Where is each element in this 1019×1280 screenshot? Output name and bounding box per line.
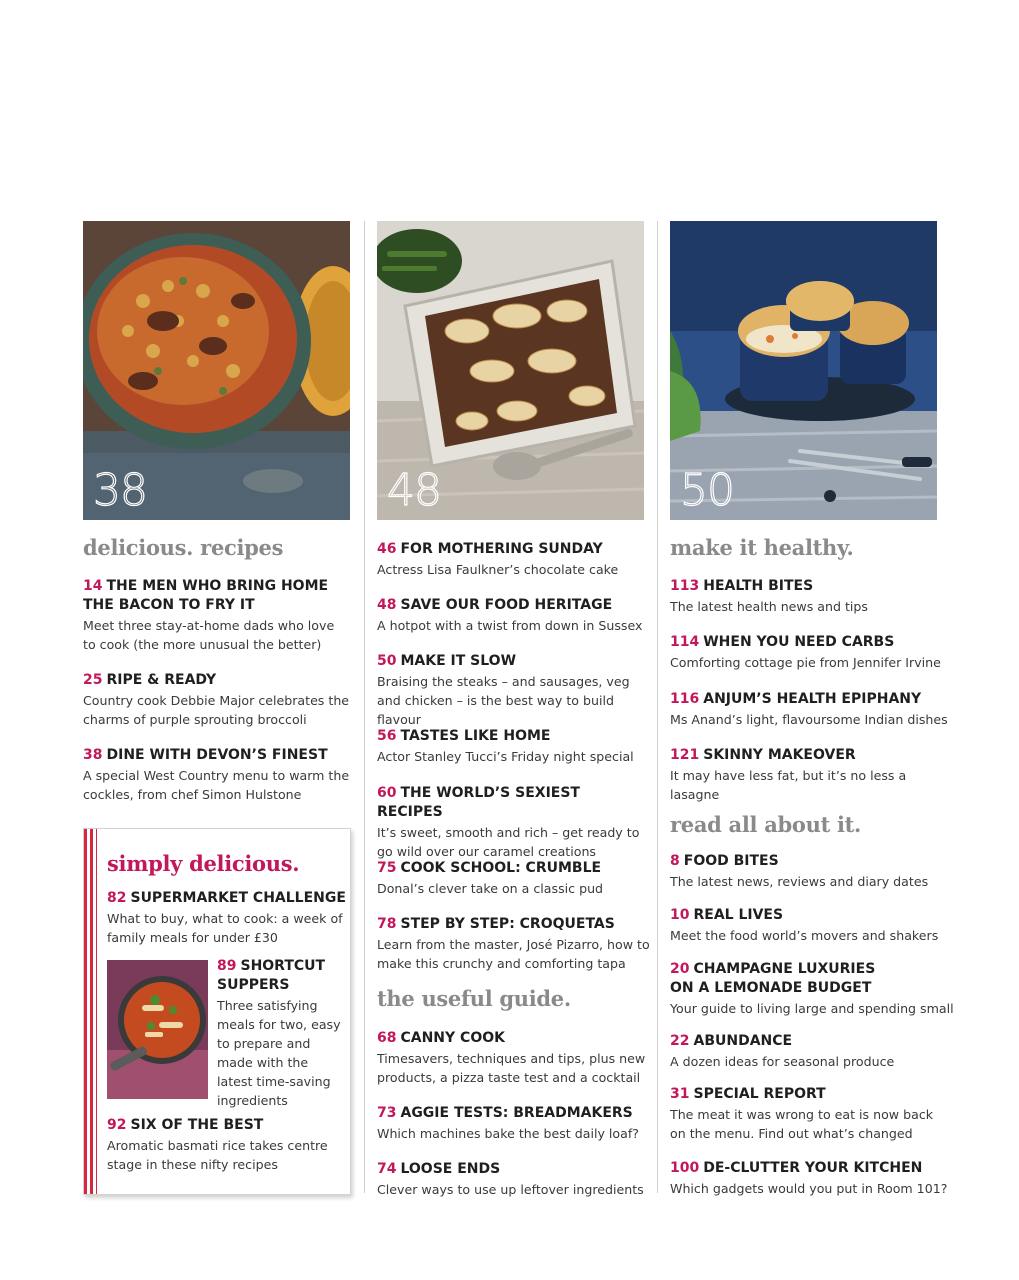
toc-entry[interactable] [377, 540, 652, 579]
toc-entry[interactable] [377, 727, 652, 766]
page-number: 60 [377, 785, 397, 801]
page-number: 114 [670, 634, 700, 650]
entry-description: It may have less fat, but it’s no less a lasagne [670, 768, 907, 802]
toc-entry[interactable] [377, 915, 652, 973]
entry-title: SUPERMARKET CHALLENGE [130, 890, 346, 906]
toc-entry[interactable] [217, 957, 347, 1110]
page-number: 121 [670, 747, 700, 763]
entry-description: What to buy, what to cook: a week of family meals for under £30 [107, 911, 343, 945]
page-number: 89 [217, 958, 237, 974]
entry-title: ABUNDANCE [693, 1033, 793, 1049]
page-number: 92 [107, 1117, 127, 1133]
entry-title: CANNY COOK [400, 1030, 505, 1046]
toc-entry[interactable] [377, 596, 652, 635]
photo-page-number: 50 [680, 465, 734, 516]
toc-entry[interactable] [670, 960, 954, 1018]
toc-entry[interactable] [670, 906, 955, 945]
page-number: 10 [670, 907, 690, 923]
entry-description: Actress Lisa Faulkner’s chocolate cake [377, 562, 619, 577]
entry-title: THE WORLD’S SEXIEST RECIPES [377, 785, 580, 820]
toc-entry[interactable] [670, 577, 955, 616]
entry-description: Comforting cottage pie from Jennifer Irvine [670, 655, 941, 670]
toc-entry[interactable] [83, 577, 348, 654]
page-number: 31 [670, 1086, 690, 1102]
page-number: 78 [377, 916, 397, 932]
photo-page-number: 38 [93, 465, 147, 516]
entry-title: CHAMPAGNE LUXURIES ON A LEMONADE BUDGET [670, 961, 876, 996]
entry-description: Aromatic basmati rice takes centre stage in these nifty recipes [107, 1138, 328, 1172]
entry-title: REAL LIVES [693, 907, 784, 923]
entry-title: FOOD BITES [683, 853, 779, 869]
toc-entry[interactable] [83, 746, 353, 804]
toc-entry[interactable] [377, 784, 647, 861]
page-number: 50 [377, 653, 397, 669]
entry-description: Donal’s clever take on a classic pud [377, 881, 604, 896]
photo-soup-pan[interactable] [107, 960, 208, 1099]
page-number: 14 [83, 578, 103, 594]
section-title-read-all-about-it: read all about it. [670, 812, 862, 837]
entry-description: Your guide to living large and spending small [670, 1001, 954, 1016]
page-number: 22 [670, 1033, 690, 1049]
entry-description: Three satisfying meals for two, easy to prepare and made with the latest time-saving ingredients [217, 998, 341, 1108]
page-number: 25 [83, 672, 103, 688]
photo-pot-pies[interactable] [670, 221, 937, 520]
page-number: 38 [83, 747, 103, 763]
entry-title: SIX OF THE BEST [130, 1117, 264, 1133]
entry-title: RIPE & READY [106, 672, 217, 688]
toc-entry[interactable] [670, 1159, 960, 1198]
column-divider [657, 221, 658, 1193]
page-number: 8 [670, 853, 680, 869]
entry-title: HEALTH BITES [703, 578, 814, 594]
entry-title: TASTES LIKE HOME [400, 728, 551, 744]
entry-description: Ms Anand’s light, flavoursome Indian dishes [670, 712, 948, 727]
entry-title: ANJUM’S HEALTH EPIPHANY [703, 691, 922, 707]
page-number: 73 [377, 1105, 397, 1121]
page-number: 46 [377, 541, 397, 557]
entry-title: SAVE OUR FOOD HERITAGE [400, 597, 613, 613]
page-number: 82 [107, 890, 127, 906]
entry-title: SKINNY MAKEOVER [703, 747, 856, 763]
entry-description: Braising the steaks – and sausages, veg and chicken – is the best way to build flavour [377, 674, 630, 727]
toc-entry[interactable] [670, 690, 955, 729]
page-number: 74 [377, 1161, 397, 1177]
entry-title: WHEN YOU NEED CARBS [703, 634, 895, 650]
entry-description: Learn from the master, José Pizarro, how to make this crunchy and comforting tapa [377, 937, 650, 971]
toc-entry[interactable] [670, 746, 955, 804]
entry-description: The meat it was wrong to eat is now back on the menu. Find out what’s changed [670, 1107, 934, 1141]
column-3 [670, 221, 937, 520]
entry-description: The latest news, reviews and diary dates [670, 874, 929, 889]
decorative-stripe [84, 829, 97, 1194]
column-divider [364, 221, 365, 1193]
toc-entry[interactable] [670, 1085, 945, 1143]
entry-description: Actor Stanley Tucci’s Friday night special [377, 749, 634, 764]
toc-entry[interactable] [377, 859, 652, 898]
page-number: 56 [377, 728, 397, 744]
entry-title: DE-CLUTTER YOUR KITCHEN [703, 1160, 923, 1176]
toc-entry[interactable] [377, 1029, 652, 1087]
entry-title: COOK SCHOOL: CRUMBLE [400, 860, 602, 876]
entry-description: Clever ways to use up leftover ingredients [377, 1182, 644, 1197]
entry-title: SHORTCUT SUPPERS [217, 958, 326, 993]
toc-entry[interactable] [670, 852, 955, 891]
entry-title: SPECIAL REPORT [693, 1086, 826, 1102]
entry-title: AGGIE TESTS: BREADMAKERS [400, 1105, 633, 1121]
toc-entry[interactable] [107, 889, 347, 947]
toc-entry[interactable] [107, 1116, 347, 1174]
section-title-useful-guide: the useful guide. [377, 986, 571, 1011]
entry-description: Meet the food world’s movers and shakers [670, 928, 939, 943]
page-number: 20 [670, 961, 690, 977]
entry-description: Timesavers, techniques and tips, plus new products, a pizza taste test and a cocktail [377, 1051, 646, 1085]
entry-title: DINE WITH DEVON’S FINEST [106, 747, 328, 763]
page-number: 75 [377, 860, 397, 876]
entry-title: STEP BY STEP: CROQUETAS [400, 916, 615, 932]
entry-description: A dozen ideas for seasonal produce [670, 1054, 895, 1069]
entry-description: Which machines bake the best daily loaf? [377, 1126, 639, 1141]
entry-title: MAKE IT SLOW [400, 653, 517, 669]
toc-entry[interactable] [670, 1032, 955, 1071]
page-number: 68 [377, 1030, 397, 1046]
photo-page-number: 48 [387, 465, 441, 516]
entry-title: THE MEN WHO BRING HOME THE BACON TO FRY IT [83, 578, 329, 613]
entry-description: A special West Country menu to warm the cockles, from chef Simon Hulstone [83, 768, 350, 802]
entry-title: FOR MOTHERING SUNDAY [400, 541, 603, 557]
entry-description: Which gadgets would you put in Room 101? [670, 1181, 948, 1196]
page-number: 100 [670, 1160, 700, 1176]
column-1 [83, 221, 350, 520]
entry-title: LOOSE ENDS [400, 1161, 501, 1177]
section-title-make-it-healthy: make it healthy. [670, 535, 854, 560]
entry-description: Meet three stay-at-home dads who love to cook (the more unusual the better) [83, 618, 335, 652]
entry-description: Country cook Debbie Major celebrates the charms of purple sprouting broccoli [83, 693, 350, 727]
entry-description: A hotpot with a twist from down in Sussex [377, 618, 643, 633]
toc-entry[interactable] [377, 652, 655, 729]
page-number: 116 [670, 691, 700, 707]
section-title-simply-delicious: simply delicious. [107, 851, 300, 876]
page-number: 113 [670, 578, 700, 594]
page-number: 48 [377, 597, 397, 613]
column-2 [377, 221, 644, 520]
simply-delicious-box [83, 828, 351, 1195]
entry-description: It’s sweet, smooth and rich – get ready to go wild over our caramel creations [377, 825, 640, 859]
entry-description: The latest health news and tips [670, 599, 868, 614]
toc-entry[interactable] [83, 671, 353, 729]
section-title-delicious-recipes: delicious. recipes [83, 535, 284, 560]
photo-hotpot-dish[interactable] [377, 221, 644, 520]
toc-entry[interactable] [377, 1160, 652, 1199]
photo-stew-bowl[interactable] [83, 221, 350, 520]
toc-entry[interactable] [377, 1104, 652, 1143]
toc-entry[interactable] [670, 633, 955, 672]
